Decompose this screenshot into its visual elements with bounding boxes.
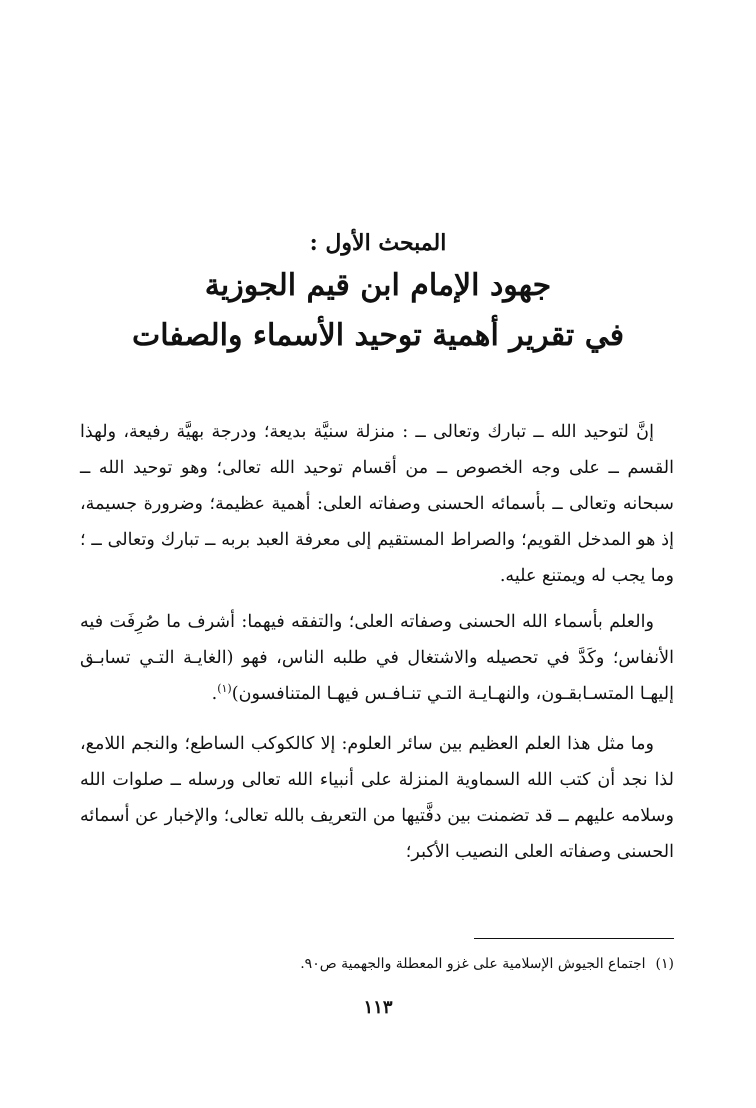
footnote-reference[interactable]: (١) <box>217 682 232 696</box>
section-title-line-1: جهود الإمام ابن قيم الجوزية <box>204 268 552 303</box>
section-subtitle: المبحث الأول : <box>309 230 447 256</box>
footnote-text: اجتماع الجيوش الإسلامية على غزو المعطلة والجهمية ص٩٠. <box>300 956 646 972</box>
paragraph-2-text: والعلم بأسماء الله الحسنى وصفاته العلى؛ والتفقه فيهما: أشرف ما صُرِفَت فيه الأنفاس؛ وكَدَّ في تحصيله والاشتغال في طلبه الناس، فهو (الغايـة التـي تسابـق إليهـا المتسـابقـون، والنهـايـة التـي تنـافـس فيهـا المتنافسون) <box>80 612 674 704</box>
footnote <box>80 952 674 976</box>
paragraph-2 <box>80 604 674 712</box>
section-title-line-2: في تقرير أهمية توحيد الأسماء والصفات <box>131 318 625 353</box>
page-number: ١١٣ <box>363 997 393 1018</box>
footnote-marker: (١) <box>655 956 674 972</box>
footnote-divider <box>474 938 674 939</box>
paragraph-1: إنَّ لتوحيد الله ــ تبارك وتعالى ــ : منزلة سنيَّة بديعة؛ ودرجة بهيَّة رفيعة، ولهذا القسم ــ على وجه الخصوص ــ من أقسام توحيد الله تعالى؛ وهو توحيد الله ــ سبحانه وتعالى ــ بأسمائه الحسنى وصفاته العلى: أهمية عظيمة؛ وضرورة جسيمة، إذ هو المدخل القويم؛ والصراط المستقيم إلى معرفة العبد بربه ــ تبارك وتعالى ــ ؛ وما يجب له ويمتنع عليه. <box>80 422 674 586</box>
body-text <box>80 414 674 880</box>
paragraph-3: وما مثل هذا العلم العظيم بين سائر العلوم: إلا كالكوكب الساطع؛ والنجم اللامع، لذا نجد أن كتب الله السماوية المنزلة على أنبياء الله تعالى ورسله ــ صلوات الله وسلامه عليهم ــ قد تضمنت بين دفَّتيها من التعريف بالله تعالى؛ والإخبار عن أسمائه الحسنى وصفاته العلى النصيب الأكبر؛ <box>80 734 674 862</box>
paragraph-2-tail: . <box>211 684 218 704</box>
